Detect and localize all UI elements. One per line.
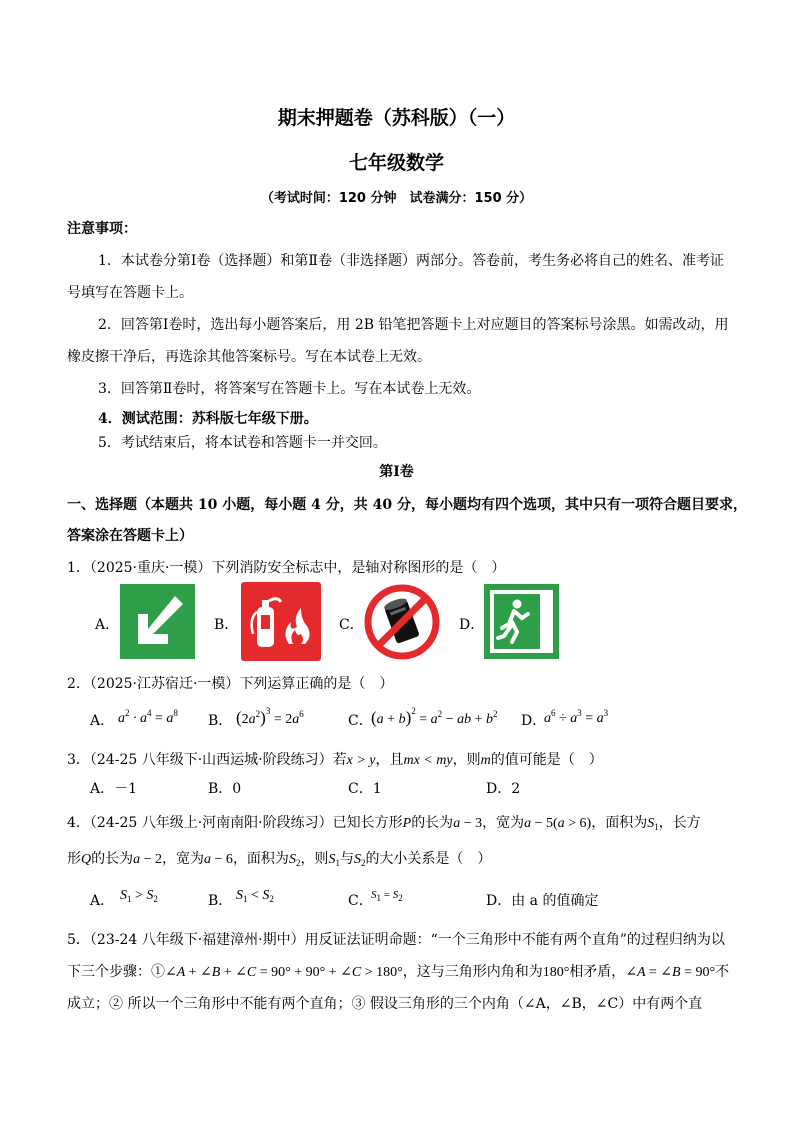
q2-label-c: C． xyxy=(348,713,373,729)
notice-item-2b: 橡皮擦干净后，再选涂其他答案标号。写在本试卷上无效。 xyxy=(67,349,431,365)
q2-option-d: $a^6 \div a^3 = a^3$ xyxy=(544,708,609,726)
exam-title: 期末押题卷（苏科版）（一） xyxy=(277,107,516,129)
q2-stem: 2．（2025·江苏宿迁·一模）下列运算正确的是（ ） xyxy=(67,676,394,692)
q2-option-b: $(2a^2)^3 = 2a^6$ xyxy=(236,706,304,727)
q3-option-a: A．－1 xyxy=(90,781,138,797)
q1-label-d: D． xyxy=(459,617,485,633)
q4-line-1: 4．（24-25 八年级上·河南南阳·阶段练习）已知长方形P的长为a − 3，宽为a − 5(a > 6)，面积为$S_1$，长方 xyxy=(67,815,701,832)
q4-label-a: A． xyxy=(90,893,115,909)
q2-label-a: A． xyxy=(90,713,115,729)
q1-stem: 1．（2025·重庆·一模）下列消防安全标志中，是轴对称图形的是（ ） xyxy=(67,560,506,576)
q4-option-b: $S_1 < S_2$ xyxy=(236,888,274,904)
section-label: 第Ⅰ卷 xyxy=(379,464,414,480)
q1-label-b: B． xyxy=(214,617,239,633)
no-container-icon xyxy=(363,583,441,661)
q2-option-a: $a^2 \cdot a^4 = a^8$ xyxy=(118,708,178,726)
q4-line-2: 形Q的长为a − 2，宽为a − 6，面积为$S_2$，则$S_1$与$S_2$的大小关系是（ ） xyxy=(67,851,492,868)
notice-item-1b: 号填写在答题卡上。 xyxy=(67,285,193,301)
q4-label-d: D．由 a 的值确定 xyxy=(486,893,599,909)
q2-label-b: B． xyxy=(208,713,233,729)
q3-stem: 3．（24-25 八年级下·山西运城·阶段练习）若x > y，且mx < my，则m的值可能是（ ） xyxy=(67,752,603,768)
q4-label-c: C． xyxy=(348,893,373,909)
section-heading-2: 答案涂在答题卡上） xyxy=(67,528,193,544)
notice-heading: 注意事项： xyxy=(67,221,137,237)
q4-option-a: $S_1 > S_2$ xyxy=(120,888,158,904)
notice-item-3: 3．回答第Ⅱ卷时，将答案写在答题卡上。写在本试卷上无效。 xyxy=(98,381,481,397)
q3-option-c: C．1 xyxy=(348,781,382,797)
q5-line-3: 成立；② 所以一个三角形中不能有两个直角；③ 假设三角形的三个内角（∠A，∠B，∠C）中有两个直 xyxy=(67,996,703,1012)
fire-extinguisher-icon xyxy=(241,582,321,661)
exam-subtitle: 七年级数学 xyxy=(348,152,444,174)
arrow-icon xyxy=(120,584,195,659)
exam-info: （考试时间：120 分钟 试卷满分：150 分） xyxy=(260,191,533,206)
q4-option-c: $S_1 = S_2$ xyxy=(371,889,403,903)
notice-item-5: 5．考试结束后，将本试卷和答题卡一并交回。 xyxy=(98,435,387,451)
q3-option-d: D．2 xyxy=(486,781,521,797)
section-heading-1: 一、选择题（本题共 10 小题，每小题 4 分，共 40 分，每小题均有四个选项，其中只有一项符合题目要求， xyxy=(67,497,747,513)
exit-icon xyxy=(484,584,559,659)
q1-label-c: C． xyxy=(339,617,364,633)
notice-item-1a: 1．本试卷分第Ⅰ卷（选择题）和第Ⅱ卷（非选择题）两部分。答卷前，考生务必将自己的姓名、准考证 xyxy=(98,253,724,269)
q2-option-c: $(a + b)^2 = a^2$ − ab + $b^2$ xyxy=(371,706,498,727)
notice-item-4: 4．测试范围：苏科版七年级下册。 xyxy=(98,411,318,427)
q5-line-1: 5．（23-24 八年级下·福建漳州·期中）用反证法证明命题：“一个三角形中不能有两个直角”的过程归纳为以 xyxy=(67,932,725,948)
q5-line-2: 下三个步骤：①∠A + ∠B + ∠C = 90° + 90° + ∠C > 180°，这与三角形内角和为180°相矛盾，∠A = ∠B = 90°不 xyxy=(67,964,730,980)
q2-label-d: D． xyxy=(521,713,547,729)
notice-item-2a: 2．回答第Ⅰ卷时，选出每小题答案后，用 2B 铅笔把答题卡上对应题目的答案标号涂黑。如需改动，用 xyxy=(98,317,729,333)
q4-label-b: B． xyxy=(208,893,233,909)
q3-option-b: B．0 xyxy=(208,781,242,797)
q1-label-a: A． xyxy=(95,617,120,633)
